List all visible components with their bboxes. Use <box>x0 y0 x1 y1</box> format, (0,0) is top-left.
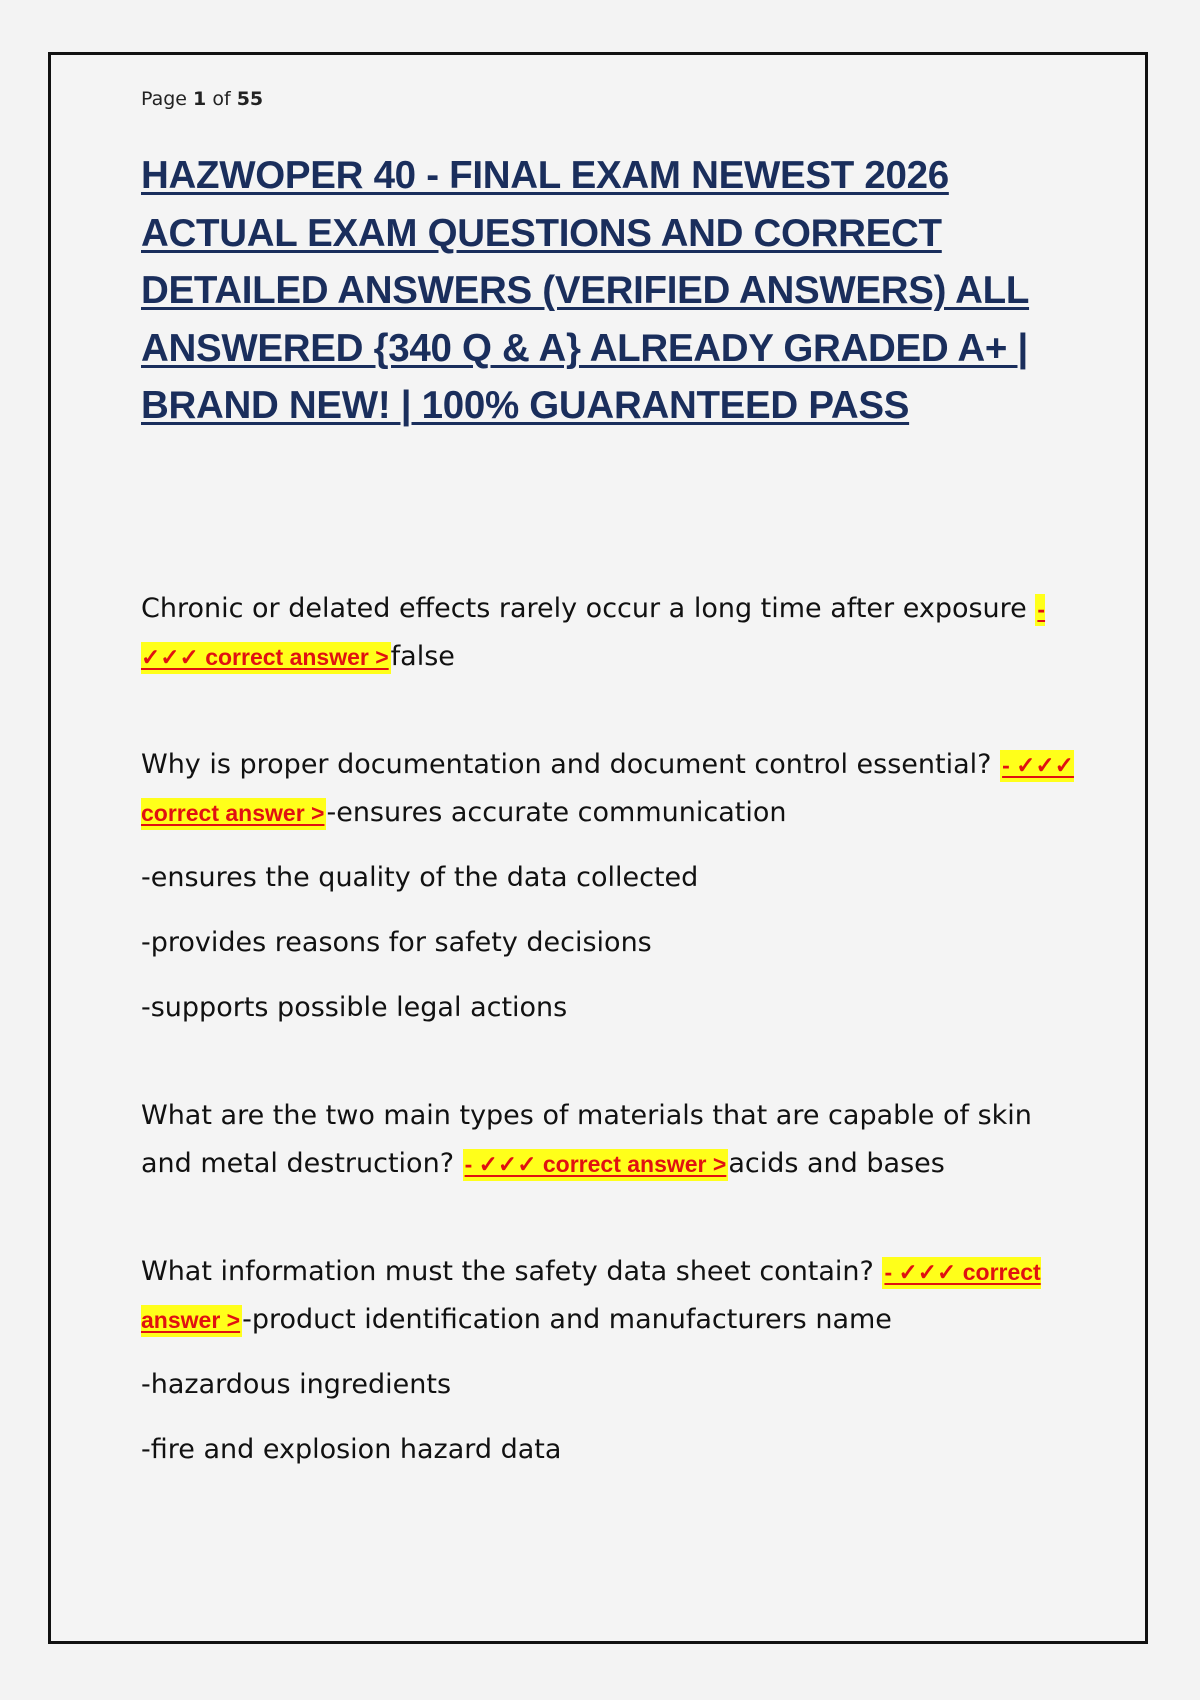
correct-answer-marker: - ✓✓✓ correct answer > <box>141 750 1074 830</box>
answer-line: -hazardous ingredients <box>141 1368 452 1400</box>
answer-text: false <box>390 640 455 672</box>
qa-list <box>141 585 1081 1474</box>
answer-line: -provides reasons for safety decisions <box>141 926 652 958</box>
correct-answer-marker: - ✓✓✓ correct answer > <box>463 1149 729 1181</box>
answer-text: acids and bases <box>728 1147 945 1179</box>
question-text: What are the two main types of materials that are capable of skin and metal destruction? <box>141 1099 1032 1179</box>
qa-item <box>141 585 1081 681</box>
page-number <box>141 83 1081 115</box>
qa-item <box>141 1248 1081 1474</box>
page-label-prefix: Page <box>141 88 187 110</box>
qa-item <box>141 1092 1081 1188</box>
question-text: What information must the safety data sheet contain? <box>141 1255 883 1287</box>
answer-text: -product identification and manufacturers name <box>242 1303 892 1335</box>
qa-question-line <box>141 1092 1081 1188</box>
qa-question-line <box>141 1248 1081 1344</box>
qa-item <box>141 741 1081 1032</box>
correct-answer-marker: - ✓✓✓ correct answer > <box>141 1257 1041 1337</box>
answer-line: -ensures the quality of the data collected <box>141 861 699 893</box>
page-content <box>141 83 1081 1530</box>
qa-question-line <box>141 741 1081 837</box>
page-total: 55 <box>236 88 264 110</box>
page-label-of: of <box>212 88 231 110</box>
correct-answer-marker: - ✓✓✓ correct answer > <box>141 594 1045 674</box>
document-page <box>48 52 1148 1644</box>
document-title: HAZWOPER 40 - FINAL EXAM NEWEST 2026 ACTUAL EXAM QUESTIONS AND CORRECT DETAILED ANSWERS (VERIFIED ANSWERS) ALL ANSWERED {340 Q & A} ALREADY GRADED A+ | BRAND NEW! | 100% GUARANTEED PASS <box>141 154 1030 427</box>
question-text: Chronic or delated effects rarely occur a long time after exposure <box>141 592 1036 624</box>
answer-text: -ensures accurate communication <box>326 796 787 828</box>
answer-line: -supports possible legal actions <box>141 991 568 1023</box>
question-text: Why is proper documentation and document control essential? <box>141 748 1001 780</box>
answer-line: -fire and explosion hazard data <box>141 1433 562 1465</box>
page-current: 1 <box>193 88 207 110</box>
qa-question-line <box>141 585 1081 681</box>
